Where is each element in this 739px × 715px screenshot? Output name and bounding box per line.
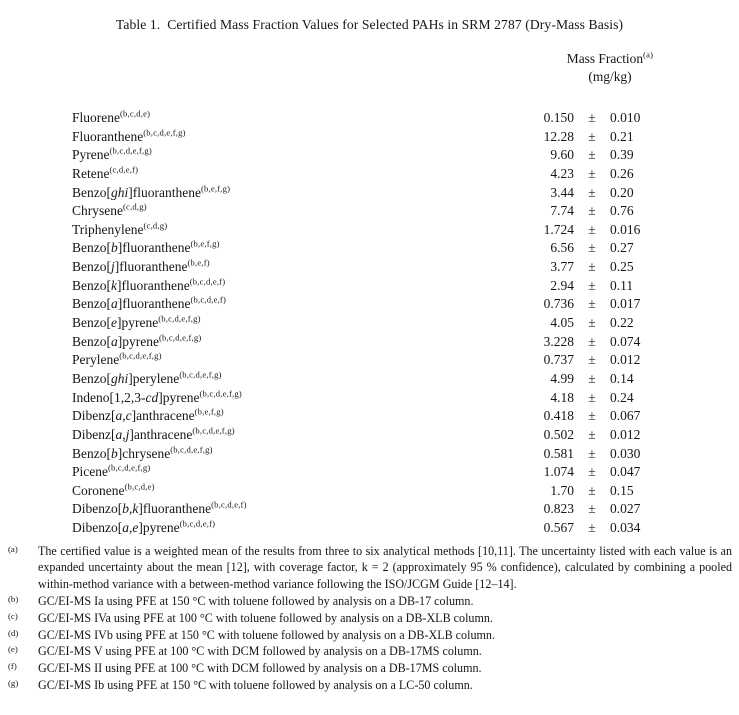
uncertainty-value: 0.76 — [610, 203, 634, 219]
uncertainty-value: 0.14 — [610, 370, 634, 386]
compound-name: Pyrene$^{(b,c,d,e,f,g)}$ — [72, 145, 152, 163]
compound-name: Benzo[e]pyrene$^{(b,c,d,e,f,g)}$ — [72, 313, 201, 331]
uncertainty-value: 0.074 — [610, 333, 641, 349]
table-row — [72, 185, 672, 204]
compound-name: Benzo[a]fluoranthene$^{(b,c,d,e,f)}$ — [72, 294, 227, 312]
table-row — [72, 446, 672, 465]
table-row — [72, 371, 672, 390]
table-row — [72, 390, 672, 409]
uncertainty-value: 0.027 — [610, 501, 641, 517]
mass-fraction-value: 4.23 — [550, 165, 574, 181]
footnote-refs: (b,e,f,g) — [194, 406, 224, 417]
plus-minus-symbol: ± — [588, 110, 596, 125]
footnote-refs: (b,c,d,e) — [124, 481, 155, 492]
footnote-refs: (b,c,d,e,f) — [211, 499, 247, 510]
mass-fraction-value: 6.56 — [550, 240, 574, 256]
compound-name: Perylene$^{(b,c,d,e,f,g)}$ — [72, 350, 162, 368]
compound-name: Fluoranthene$^{(b,c,d,e,f,g)}$ — [72, 127, 186, 144]
uncertainty-value: 0.047 — [610, 464, 641, 480]
compound-name: Dibenzo[b,k]fluoranthene$^{(b,c,d,e,f)}$ — [72, 499, 247, 517]
footnote-refs: (b,c,d,e,f) — [179, 518, 216, 529]
plus-minus-symbol: ± — [588, 520, 596, 536]
footnote-refs: (b,c,d,e,f,g) — [108, 462, 151, 473]
footnote-refs: (c,d,g) — [123, 201, 147, 212]
uncertainty-value: 0.012 — [610, 352, 641, 368]
mass-fraction-value: 4.18 — [550, 389, 574, 405]
table-row — [72, 110, 672, 129]
mass-fraction-value: 0.418 — [543, 408, 574, 424]
footnote-refs: (b,e,f,g) — [190, 238, 220, 249]
mass-fraction-value: 9.60 — [550, 147, 574, 163]
uncertainty-value: 0.20 — [610, 184, 634, 200]
table-row — [72, 222, 672, 241]
plus-minus-symbol: ± — [588, 501, 596, 517]
table-row — [72, 315, 672, 334]
plus-minus-symbol: ± — [588, 482, 596, 498]
plus-minus-symbol: ± — [588, 389, 596, 405]
footnote-text: GC/EI-MS Ib using PFE at 150 °C with toluene followed by analysis on a LC-50 column. — [38, 678, 473, 693]
plus-minus-symbol: ± — [588, 165, 596, 181]
uncertainty-value: 0.012 — [610, 426, 641, 442]
plus-minus-symbol: ± — [588, 315, 596, 331]
compound-name: Benzo[b]chrysene$^{(b,c,d,e,f,g)}$ — [72, 444, 213, 461]
uncertainty-value: 0.27 — [610, 240, 634, 256]
footnote-refs: (b,c,d,e,f) — [190, 294, 227, 305]
uncertainty-value: 0.034 — [610, 520, 641, 536]
footnote-refs: (b,c,d,e,f,g) — [119, 350, 162, 361]
footnote-refs: (b,c,d,e,f,g) — [199, 388, 242, 399]
footnote — [8, 677, 732, 693]
footnote-refs: (b,c,d,e,f,g) — [158, 332, 202, 343]
plus-minus-symbol: ± — [588, 203, 596, 219]
footnote-refs: (b,c,d,e,f) — [189, 276, 226, 287]
footnote — [8, 610, 732, 626]
compound-name: Benzo[b]fluoranthene$^{(b,e,f,g)}$ — [72, 238, 220, 256]
uncertainty-value: 0.016 — [610, 221, 641, 237]
uncertainty-value: 0.21 — [610, 128, 634, 144]
plus-minus-symbol: ± — [588, 370, 596, 386]
compound-name: Retene$^{(c,d,e,f)}$ — [72, 164, 139, 181]
footnote-refs: (b,e,f) — [187, 257, 210, 268]
compound-name: Chrysene$^{(c,d,g)}$ — [72, 201, 147, 219]
footnote-marker: (a) — [8, 544, 18, 554]
pah-table-body — [72, 110, 672, 539]
mass-fraction-value: 3.77 — [550, 259, 574, 275]
mass-fraction-value: 4.99 — [550, 370, 574, 386]
compound-name: Picene$^{(b,c,d,e,f,g)}$ — [72, 462, 151, 480]
compound-name: Dibenz[a,c]anthracene$^{(b,e,f,g)}$ — [72, 406, 224, 424]
uncertainty-value: 0.11 — [610, 277, 634, 293]
table-row — [72, 408, 672, 427]
plus-minus-symbol: ± — [588, 277, 596, 293]
mass-fraction-value: 7.74 — [550, 203, 574, 219]
mass-fraction-value: 1.074 — [543, 464, 574, 480]
mass-fraction-value: 0.581 — [543, 445, 574, 461]
footnote-refs: (c,d,g) — [143, 220, 168, 231]
compound-name: Benzo[a]pyrene$^{(b,c,d,e,f,g)}$ — [72, 332, 202, 349]
mass-fraction-value: 2.94 — [550, 277, 574, 293]
mass-fraction-value: 0.567 — [543, 520, 574, 536]
uncertainty-value: 0.15 — [610, 482, 634, 498]
footnote-text: GC/EI-MS IVa using PFE at 100 °C with toluene followed by analysis on a DB-XLB column. — [38, 610, 493, 625]
plus-minus-symbol: ± — [588, 184, 596, 200]
compound-name: Indeno[1,2,3-cd]pyrene$^{(b,c,d,e,f,g)}$ — [72, 388, 242, 405]
footnote-marker: (e) — [8, 644, 18, 655]
compound-name: Dibenzo[a,e]pyrene$^{(b,c,d,e,f)}$ — [72, 518, 216, 536]
compound-name: Triphenylene$^{(c,d,g)}$ — [72, 220, 168, 237]
footnote-marker: (d) — [8, 627, 19, 638]
plus-minus-symbol: ± — [588, 333, 596, 349]
mass-fraction-value: 3.228 — [543, 333, 574, 349]
plus-minus-symbol: ± — [588, 352, 596, 368]
footnote-refs: (b,c,d,e,f,g) — [192, 425, 235, 436]
mass-fraction-value: 4.05 — [550, 315, 574, 331]
footnote-marker: (c) — [8, 610, 18, 621]
mass-fraction-value: 1.724 — [543, 221, 574, 237]
footnote-refs: (b,c,d,e) — [120, 108, 151, 119]
table-row — [72, 129, 672, 148]
uncertainty-value: 0.24 — [610, 389, 634, 405]
footnote — [8, 627, 732, 643]
footnote — [8, 593, 732, 609]
pah-table — [72, 50, 672, 539]
plus-minus-symbol: ± — [588, 240, 596, 256]
unit-label: (mg/kg) — [588, 69, 632, 84]
table-header-row — [72, 50, 672, 86]
footnote-marker: (g) — [8, 678, 19, 689]
mass-fraction-value: 1.70 — [550, 482, 574, 498]
plus-minus-symbol: ± — [588, 128, 596, 144]
footnote-text: GC/EI-MS V using PFE at 100 °C with DCM followed by analysis on a DB-17MS column. — [38, 644, 482, 659]
compound-name: Coronene$^{(b,c,d,e)}$ — [72, 481, 155, 498]
uncertainty-value: 0.017 — [610, 296, 641, 312]
mass-fraction-value: 0.150 — [543, 110, 574, 125]
footnote — [8, 643, 732, 659]
footnote-ref-a: (a) — [643, 49, 654, 60]
compound-name: Fluorene$^{(b,c,d,e)}$ — [72, 108, 151, 125]
footnote-marker: (f) — [8, 661, 17, 672]
table-row — [72, 427, 672, 446]
table-title: Table 1. Certified Mass Fraction Values for Selected PAHs in SRM 2787 (Dry-Mass Basis) — [115, 17, 624, 32]
plus-minus-symbol: ± — [588, 426, 596, 442]
uncertainty-value: 0.39 — [610, 147, 634, 163]
footnote-refs: (b,c,d,e,f,g) — [158, 313, 201, 324]
table-row — [72, 203, 672, 222]
table-row — [72, 334, 672, 353]
table-row — [72, 278, 672, 297]
table-row — [72, 240, 672, 259]
plus-minus-symbol: ± — [588, 259, 596, 275]
table-row — [72, 296, 672, 315]
plus-minus-symbol: ± — [588, 221, 596, 237]
footnote-text: The certified value is a weighted mean of the results from three to six analytical methods [10,11]. The uncertainty listed with each value is an expanded uncertainty about the mean [12], with coverage factor, k = 2 (approximately 95 % confidence), calculated by combining a pooled within-method variance with a between-method variance following the ISO/JCGM Guide [12–14]. — [38, 544, 732, 591]
table-row — [72, 259, 672, 278]
table-row — [72, 501, 672, 520]
uncertainty-value: 0.030 — [610, 445, 641, 461]
plus-minus-symbol: ± — [588, 408, 596, 424]
table-row — [72, 147, 672, 166]
column-header-mass-fraction — [534, 50, 686, 86]
footnote-refs: (c,d,e,f) — [109, 164, 139, 175]
mass-fraction-value: 0.502 — [543, 426, 574, 442]
uncertainty-value: 0.26 — [610, 165, 634, 181]
footnotes — [8, 543, 732, 694]
mass-fraction-value: 12.28 — [543, 128, 574, 144]
uncertainty-value: 0.25 — [610, 259, 634, 275]
footnote-refs: (b,c,d,e,f,g) — [179, 369, 222, 380]
table-row — [72, 352, 672, 371]
footnote-marker: (b) — [8, 593, 19, 604]
plus-minus-symbol: ± — [588, 147, 596, 163]
plus-minus-symbol: ± — [588, 464, 596, 480]
footnote-refs: (b,c,d,e,f,g) — [109, 145, 152, 156]
mass-fraction-value: 0.737 — [543, 352, 574, 368]
compound-name: Benzo[ghi]perylene$^{(b,c,d,e,f,g)}$ — [72, 369, 222, 386]
footnote — [8, 660, 732, 676]
mass-fraction-label: Mass Fraction — [566, 51, 644, 66]
uncertainty-value: 0.067 — [610, 408, 641, 424]
mass-fraction-value: 0.823 — [543, 501, 574, 517]
footnote-refs: (b,e,f,g) — [200, 183, 231, 194]
table-row — [72, 166, 672, 185]
plus-minus-symbol: ± — [588, 296, 596, 312]
mass-fraction-value: 3.44 — [550, 184, 574, 200]
table-row — [72, 464, 672, 483]
compound-name: Benzo[k]fluoranthene$^{(b,c,d,e,f)}$ — [72, 276, 226, 293]
compound-name: Benzo[ghi]fluoranthene$^{(b,e,f,g)}$ — [72, 183, 231, 200]
footnote-text: GC/EI-MS II using PFE at 100 °C with DCM followed by analysis on a DB-17MS column. — [38, 661, 482, 676]
compound-name: Dibenz[a,j]anthracene$^{(b,c,d,e,f,g)}$ — [72, 425, 235, 442]
uncertainty-value: 0.010 — [610, 110, 641, 125]
footnote — [8, 543, 732, 592]
uncertainty-value: 0.22 — [610, 315, 634, 331]
table-row — [72, 483, 672, 502]
plus-minus-symbol: ± — [588, 445, 596, 461]
footnote-refs: (b,c,d,e,f,g) — [170, 444, 213, 455]
footnote-text: GC/EI-MS IVb using PFE at 150 °C with toluene followed by analysis on a DB-XLB column. — [38, 627, 495, 642]
compound-name: Benzo[j]fluoranthene$^{(b,e,f)}$ — [72, 257, 210, 275]
footnote-text: GC/EI-MS Ia using PFE at 150 °C with toluene followed by analysis on a DB-17 column. — [38, 593, 474, 608]
table-row — [72, 520, 672, 539]
mass-fraction-value: 0.736 — [543, 296, 574, 312]
footnote-refs: (b,c,d,e,f,g) — [143, 127, 186, 138]
